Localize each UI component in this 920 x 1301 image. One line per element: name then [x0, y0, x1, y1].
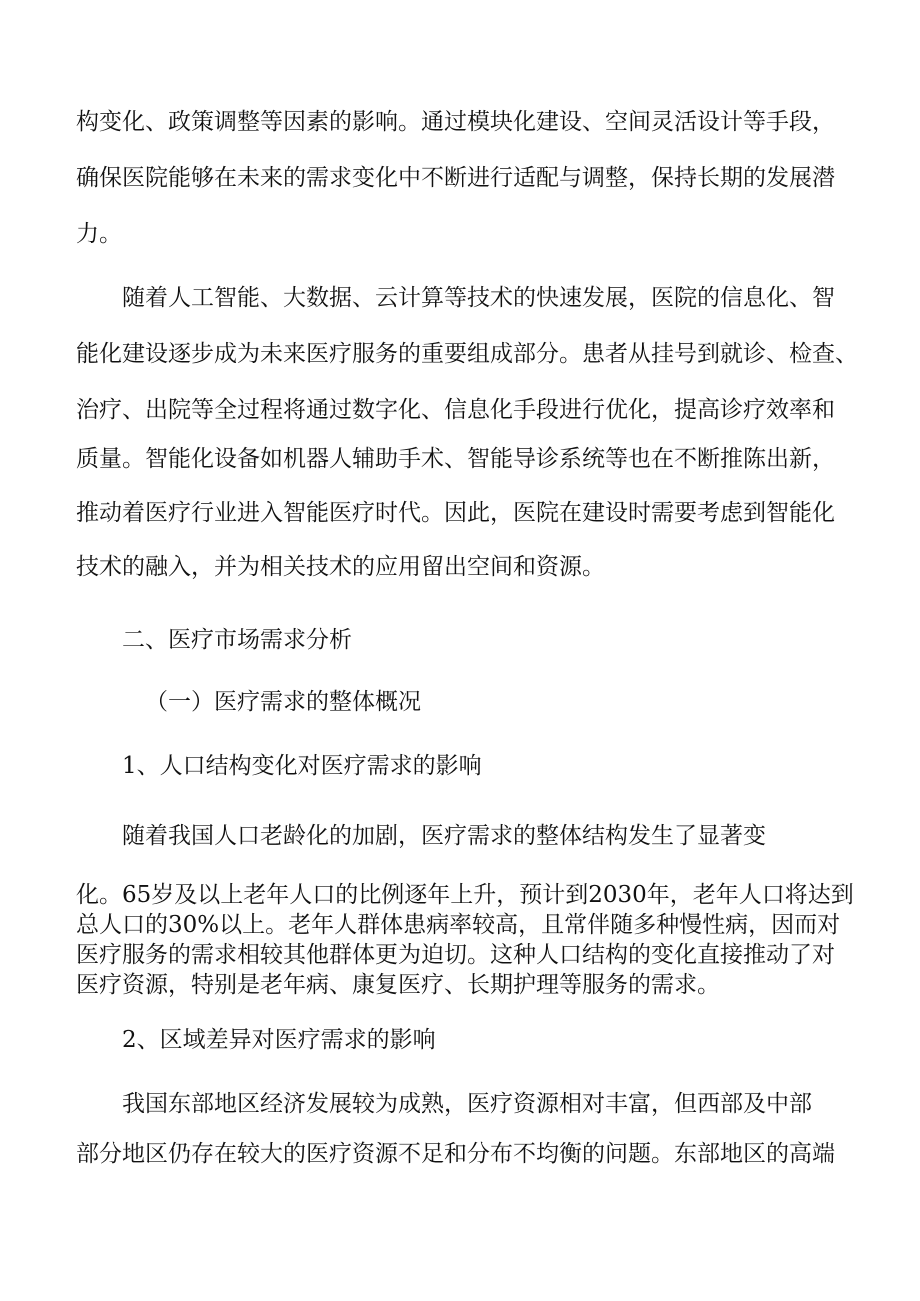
paragraph-line: 质量。智能化设备如机器人辅助手术、智能导诊系统等也在不断推陈出新，: [76, 446, 835, 472]
subsection-heading: （一）医疗需求的整体概况: [145, 689, 421, 715]
paragraph-line: 总人口的30%以上。老年人群体患病率较高，且常伴随多种慢性病，因而对: [76, 912, 841, 938]
paragraph-line: 力。: [76, 221, 122, 247]
paragraph-line: 随着我国人口老龄化的加剧，医疗需求的整体结构发生了显著变: [122, 823, 766, 849]
paragraph-line: 我国东部地区经济发展较为成熟，医疗资源相对丰富，但西部及中部: [122, 1091, 812, 1117]
paragraph-line: 能化建设逐步成为未来医疗服务的重要组成部分。患者从挂号到就诊、检查、: [76, 341, 858, 367]
paragraph-line: 部分地区仍存在较大的医疗资源不足和分布不均衡的问题。东部地区的高端: [76, 1141, 835, 1167]
paragraph-line: 确保医院能够在未来的需求变化中不断进行适配与调整，保持长期的发展潜: [76, 165, 835, 191]
section-heading: 二、医疗市场需求分析: [122, 627, 352, 653]
item-heading: 1、人口结构变化对医疗需求的影响: [122, 753, 482, 779]
paragraph-line: 医疗服务的需求相较其他群体更为迫切。这种人口结构的变化直接推动了对: [76, 942, 835, 968]
paragraph-line: 医疗资源，特别是老年病、康复医疗、长期护理等服务的需求。: [76, 972, 720, 998]
paragraph-line: 治疗、出院等全过程将通过数字化、信息化手段进行优化，提高诊疗效率和: [76, 397, 835, 423]
paragraph-line: 化。65岁及以上老年人口的比例逐年上升，预计到2030年，老年人口将达到: [76, 882, 854, 908]
item-heading: 2、区域差异对医疗需求的影响: [122, 1027, 436, 1053]
paragraph-line: 随着人工智能、大数据、云计算等技术的快速发展，医院的信息化、智: [122, 285, 835, 311]
paragraph-line: 推动着医疗行业进入智能医疗时代。因此，医院在建设时需要考虑到智能化: [76, 500, 835, 526]
paragraph-line: 技术的融入，并为相关技术的应用留出空间和资源。: [76, 554, 605, 580]
paragraph-line: 构变化、政策调整等因素的影响。通过模块化建设、空间灵活设计等手段，: [76, 109, 835, 135]
